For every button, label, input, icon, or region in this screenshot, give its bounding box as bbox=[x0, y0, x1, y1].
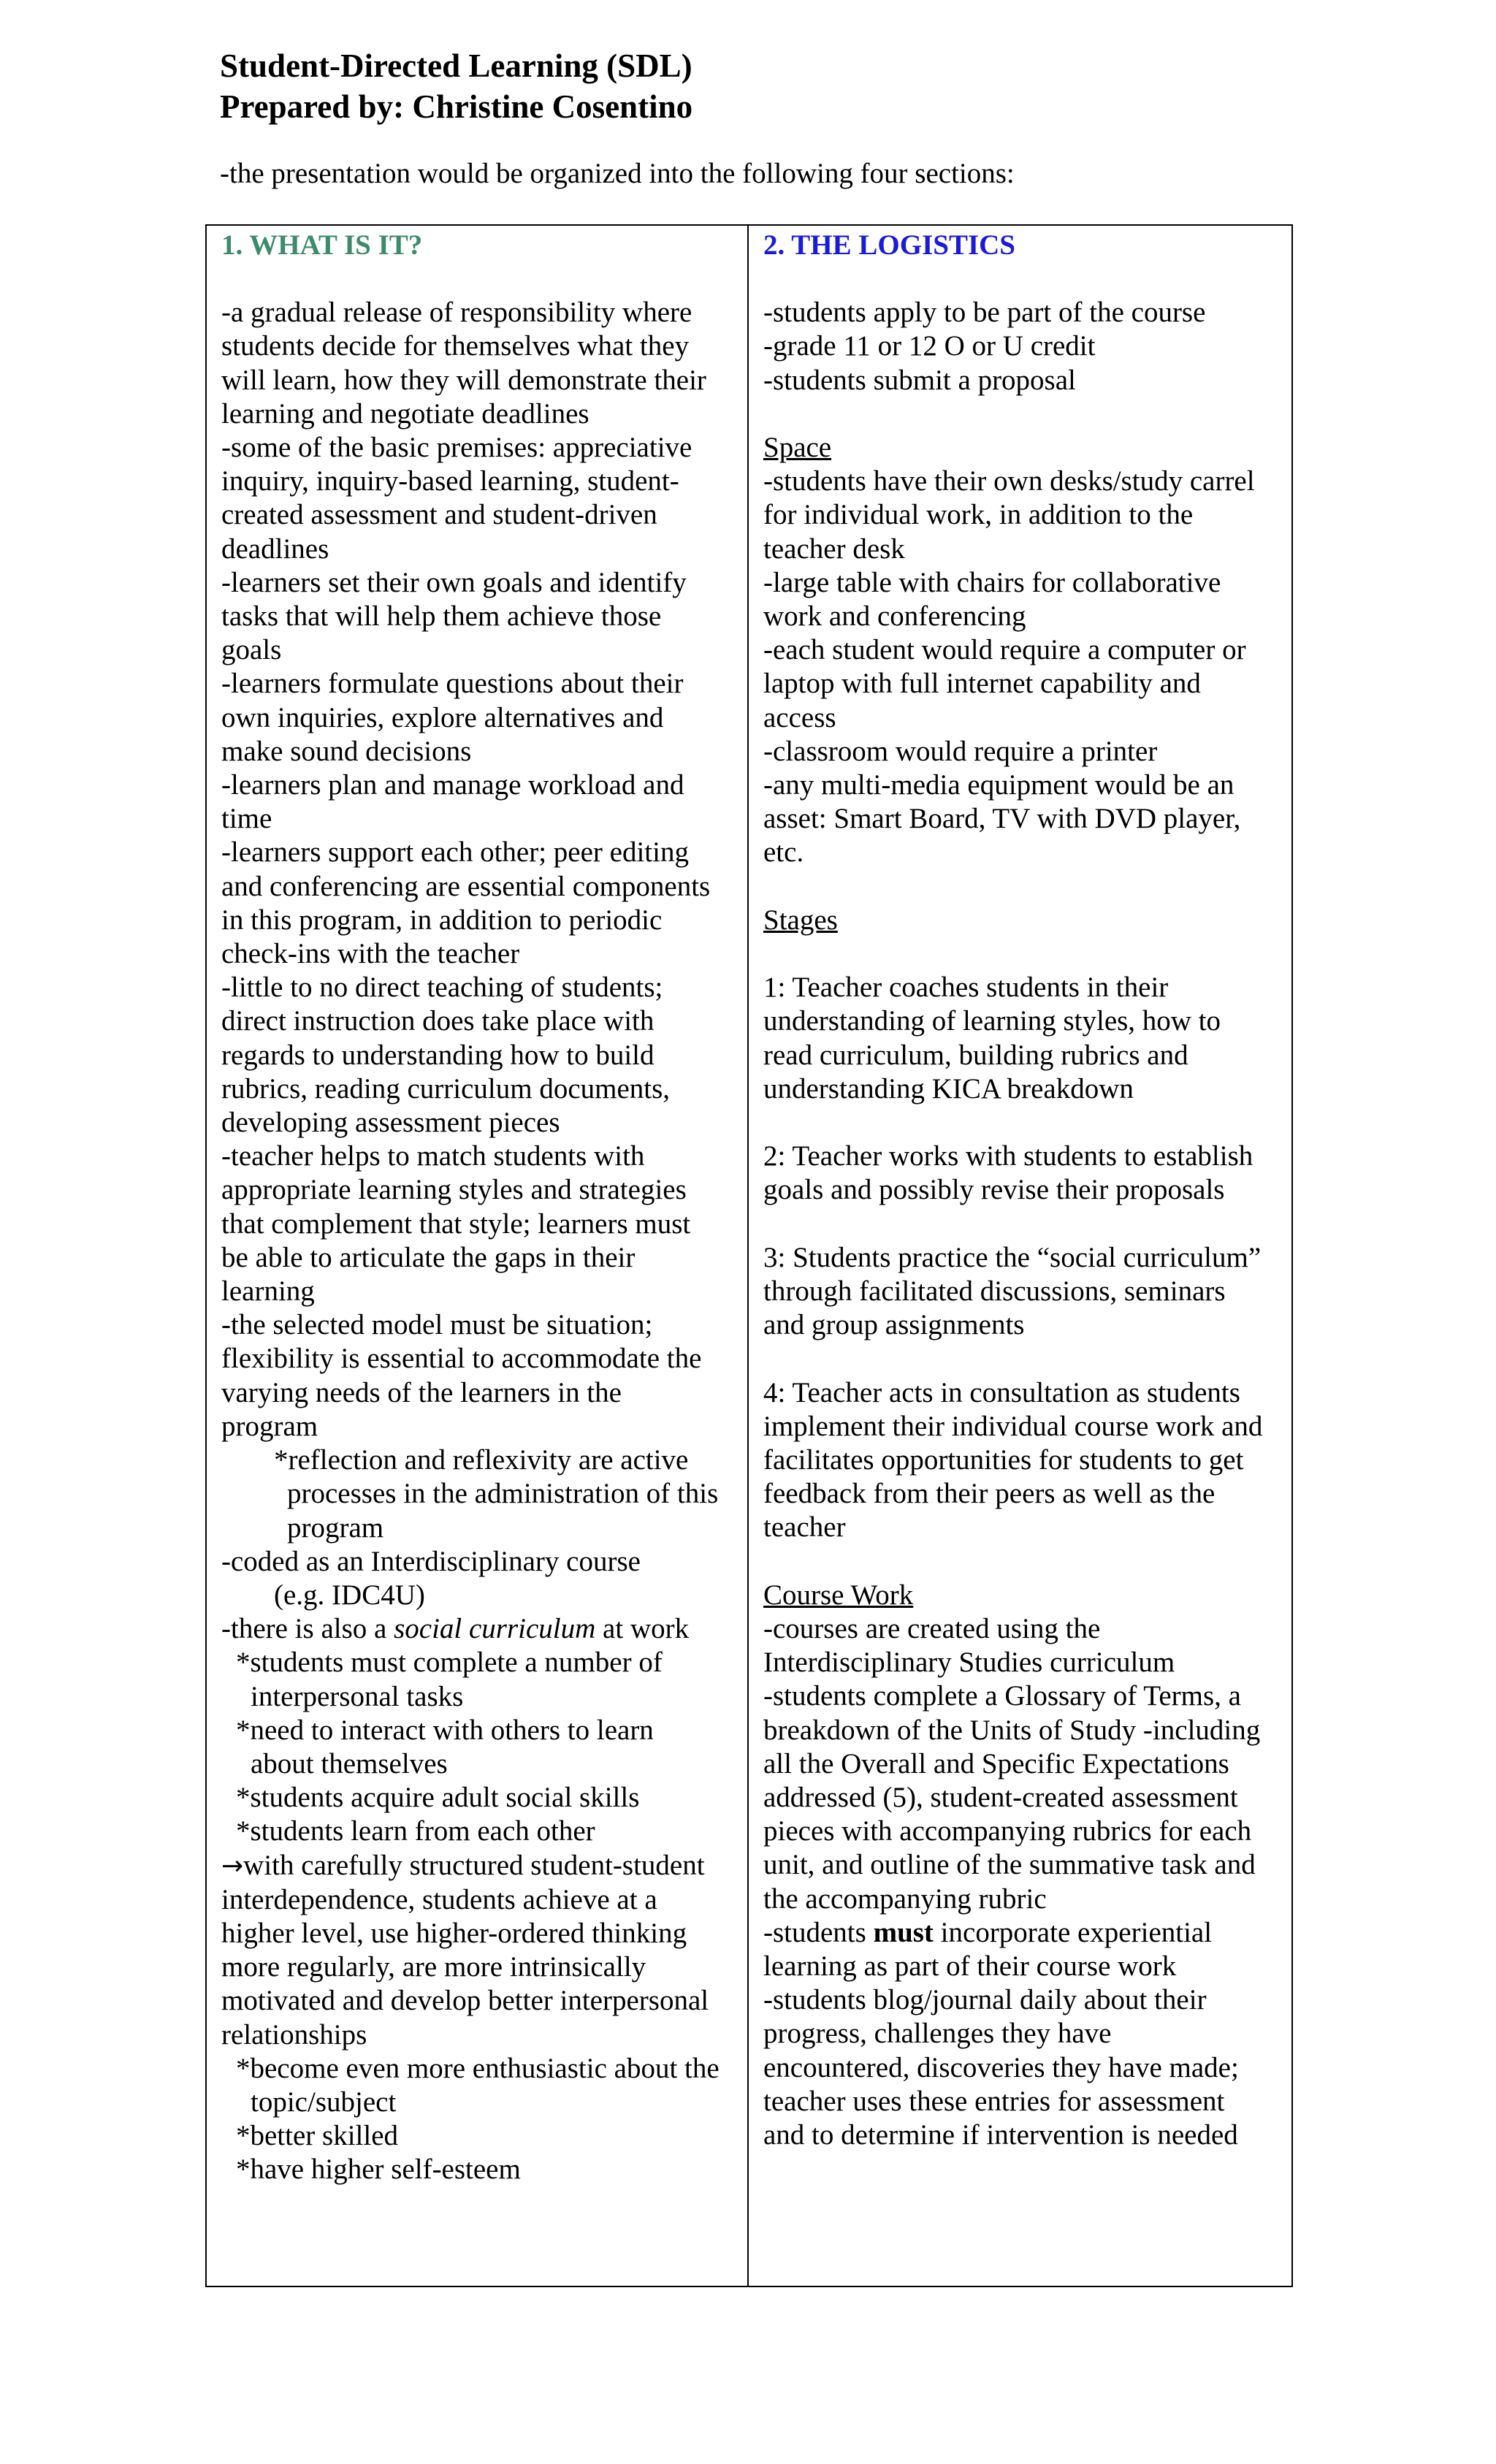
text-line: own inquiries, explore alternatives and bbox=[221, 701, 664, 733]
text-line: -learners formulate questions about their bbox=[221, 668, 684, 700]
text-line: appropriate learning styles and strategies bbox=[221, 1174, 687, 1206]
bullet-continuation: topic/subject bbox=[251, 2086, 397, 2118]
coursework-list-continued bbox=[763, 1950, 1277, 2152]
bullet-item: *become even more enthusiastic about the bbox=[236, 2052, 720, 2084]
text-line: for individual work, in addition to the bbox=[763, 499, 1194, 531]
text-line: -students complete a Glossary of Terms, a bbox=[763, 1680, 1241, 1712]
text-line: higher level, use higher-ordered thinking bbox=[221, 1917, 687, 1949]
text-line: in this program, in addition to periodic bbox=[221, 904, 663, 936]
stage-line: understanding KICA breakdown bbox=[763, 1072, 1134, 1105]
text-line: -the selected model must be situation; bbox=[221, 1309, 653, 1341]
coded-line-2: (e.g. IDC4U) bbox=[274, 1579, 425, 1611]
must-suffix: incorporate experiential bbox=[933, 1916, 1213, 1948]
social-benefits-list bbox=[221, 2052, 733, 2187]
text-line: access bbox=[763, 701, 836, 733]
coursework-must-line bbox=[763, 1916, 1277, 1950]
text-line: learning bbox=[221, 1275, 315, 1308]
text-line: -learners support each other; peer editing bbox=[221, 836, 689, 869]
stages-list bbox=[763, 937, 1277, 1545]
text-line: -students submit a proposal bbox=[763, 364, 1076, 396]
bullet-continuation: about themselves bbox=[251, 1747, 448, 1780]
section1-body bbox=[221, 296, 733, 1443]
text-line: that complement that style; learners must bbox=[221, 1208, 691, 1240]
text-line: and to determine if intervention is needed bbox=[763, 2119, 1238, 2151]
text-line: motivated and develop better interpersonal bbox=[221, 1985, 709, 2017]
text-line: Interdisciplinary Studies curriculum bbox=[763, 1647, 1175, 1679]
text-line: all the Overall and Specific Expectations bbox=[763, 1747, 1229, 1780]
bullet-continuation: interpersonal tasks bbox=[251, 1680, 464, 1712]
text-line: teacher uses these entries for assessment bbox=[763, 2085, 1225, 2117]
text-line: -grade 11 or 12 O or U credit bbox=[763, 330, 1096, 362]
text-line: etc. bbox=[763, 836, 804, 869]
text-line: regards to understanding how to build bbox=[221, 1039, 654, 1071]
text-line: students decide for themselves what they bbox=[221, 330, 690, 362]
text-line: unit, and outline of the summative task and bbox=[763, 1849, 1256, 1881]
must-prefix: -students bbox=[763, 1916, 874, 1948]
space-heading: Space bbox=[763, 431, 832, 463]
section1-heading: 1. WHAT IS IT? bbox=[221, 229, 423, 261]
text-line: asset: Smart Board, TV with DVD player, bbox=[763, 803, 1241, 835]
text-line: -courses are created using the bbox=[763, 1613, 1101, 1644]
bullet-item: *need to interact with others to learn bbox=[236, 1714, 654, 1746]
text-line: progress, challenges they have bbox=[763, 2018, 1112, 2050]
text-line: -students apply to be part of the course bbox=[763, 297, 1206, 329]
text-line: more regularly, are more intrinsically bbox=[221, 1951, 646, 1983]
space-list bbox=[763, 465, 1277, 869]
bullet-item: *students acquire adult social skills bbox=[236, 1782, 640, 1814]
stage-line: 2: Teacher works with students to establish bbox=[763, 1140, 1253, 1172]
text-line: rubrics, reading curriculum documents, bbox=[221, 1072, 671, 1105]
text-line: encountered, discoveries they have made; bbox=[763, 2051, 1239, 2083]
coded-line-1: -coded as an Interdisciplinary course bbox=[221, 1545, 641, 1577]
text-line: work and conferencing bbox=[763, 600, 1026, 632]
bullet-item: *better skilled bbox=[236, 2120, 399, 2152]
text-line: →with carefully structured student-student bbox=[221, 1849, 705, 1881]
text-line: flexibility is essential to accommodate the bbox=[221, 1343, 702, 1375]
text-line: -a gradual release of responsibility where bbox=[221, 297, 692, 329]
text-line: -some of the basic premises: appreciative bbox=[221, 432, 692, 463]
bullet-item: *students must complete a number of bbox=[236, 1647, 663, 1679]
must-emphasis: must bbox=[873, 1916, 934, 1948]
social-items-list bbox=[221, 1646, 733, 1848]
text-line: learning as part of their course work bbox=[763, 1950, 1177, 1983]
text-line: will learn, how they will demonstrate their bbox=[221, 364, 706, 396]
stage-line: understanding of learning styles, how to bbox=[763, 1005, 1221, 1037]
text-line: pieces with accompanying rubrics for each bbox=[763, 1815, 1252, 1847]
stage-line: feedback from their peers as well as the bbox=[763, 1478, 1216, 1510]
sections-table bbox=[205, 224, 1293, 2287]
text-line: -classroom would require a printer bbox=[763, 735, 1158, 767]
stage-line: facilitates opportunities for students to get bbox=[763, 1444, 1244, 1476]
stage-line: goals and possibly revise their proposals bbox=[763, 1174, 1225, 1206]
text-line: the accompanying rubric bbox=[763, 1883, 1047, 1915]
text-line: created assessment and student-driven bbox=[221, 499, 657, 531]
section2-heading: 2. THE LOGISTICS bbox=[763, 229, 1016, 261]
title-line-1: Student-Directed Learning (SDL) bbox=[220, 47, 692, 84]
text-line: deadlines bbox=[221, 533, 329, 565]
text-line: varying needs of the learners in the bbox=[221, 1376, 622, 1408]
text-line: laptop with full internet capability and bbox=[763, 668, 1201, 700]
text-line: processes in the administration of this bbox=[287, 1478, 719, 1510]
social-emphasis: social curriculum bbox=[394, 1613, 596, 1645]
arrow-paragraph bbox=[221, 1849, 733, 2052]
arrow-right-icon: → bbox=[221, 1850, 244, 1881]
social-suffix: at work bbox=[595, 1613, 690, 1645]
stages-heading: Stages bbox=[763, 904, 838, 936]
text-line: learning and negotiate deadlines bbox=[221, 397, 589, 430]
text-line: program bbox=[221, 1410, 318, 1442]
social-curriculum-line bbox=[221, 1612, 733, 1646]
text-line: -little to no direct teaching of students; bbox=[221, 972, 663, 1004]
text-line: -large table with chairs for collaborative bbox=[763, 566, 1221, 598]
section-logistics bbox=[749, 226, 1291, 2286]
text-line: check-ins with the teacher bbox=[221, 938, 520, 970]
intro-text: -the presentation would be organized into the following four sections: bbox=[220, 158, 1015, 189]
text-line: -students have their own desks/study carrel bbox=[763, 465, 1255, 497]
text-line: time bbox=[221, 803, 272, 835]
logistics-intro bbox=[763, 296, 1277, 397]
bullet-item: *have higher self-esteem bbox=[236, 2154, 521, 2186]
text-line: -any multi-media equipment would be an bbox=[763, 769, 1234, 801]
text-line: make sound decisions bbox=[221, 735, 472, 767]
bullet-item: *students learn from each other bbox=[236, 1815, 595, 1847]
text-line: addressed (5), student-created assessment bbox=[763, 1782, 1238, 1814]
text-line: -students blog/journal daily about their bbox=[763, 1984, 1207, 2016]
coursework-list bbox=[763, 1612, 1277, 1916]
text-line: interdependence, students achieve at a bbox=[221, 1883, 657, 1915]
text-line: be able to articulate the gaps in their bbox=[221, 1241, 636, 1273]
text-line: inquiry, inquiry-based learning, student- bbox=[221, 465, 679, 497]
stage-line: 3: Students practice the “social curriculum” bbox=[763, 1241, 1262, 1273]
social-prefix: -there is also a bbox=[221, 1613, 394, 1645]
text-line: -teacher helps to match students with bbox=[221, 1140, 645, 1172]
text-line: breakdown of the Units of Study -including bbox=[763, 1714, 1261, 1746]
document-title bbox=[220, 45, 692, 127]
reflection-note bbox=[221, 1443, 733, 1545]
title-line-2: Prepared by: Christine Cosentino bbox=[220, 88, 693, 125]
text-line: -each student would require a computer or bbox=[763, 634, 1246, 666]
text-line: -learners set their own goals and identify bbox=[221, 566, 687, 598]
stage-line: and group assignments bbox=[763, 1309, 1025, 1341]
text-line: relationships bbox=[221, 2018, 367, 2051]
text-line: goals bbox=[221, 634, 282, 666]
text-line: and conferencing are essential components bbox=[221, 870, 711, 902]
text-line: teacher desk bbox=[763, 533, 905, 565]
text-line: program bbox=[287, 1511, 384, 1544]
text-line: *reflection and reflexivity are active bbox=[274, 1444, 689, 1476]
stage-line: read curriculum, building rubrics and bbox=[763, 1039, 1188, 1071]
text-line: direct instruction does take place with bbox=[221, 1005, 654, 1037]
stage-line: 4: Teacher acts in consultation as students bbox=[763, 1376, 1240, 1408]
stage-line: teacher bbox=[763, 1511, 846, 1544]
text-line: developing assessment pieces bbox=[221, 1107, 560, 1139]
stage-line: through facilitated discussions, seminars bbox=[763, 1275, 1226, 1307]
stage-line: implement their individual course work and bbox=[763, 1410, 1263, 1442]
section-what-is-it bbox=[207, 226, 749, 2286]
text-line: -learners plan and manage workload and bbox=[221, 769, 684, 801]
stage-line: 1: Teacher coaches students in their bbox=[763, 972, 1169, 1004]
coursework-heading: Course Work bbox=[763, 1579, 914, 1611]
text-line: tasks that will help them achieve those bbox=[221, 600, 662, 633]
